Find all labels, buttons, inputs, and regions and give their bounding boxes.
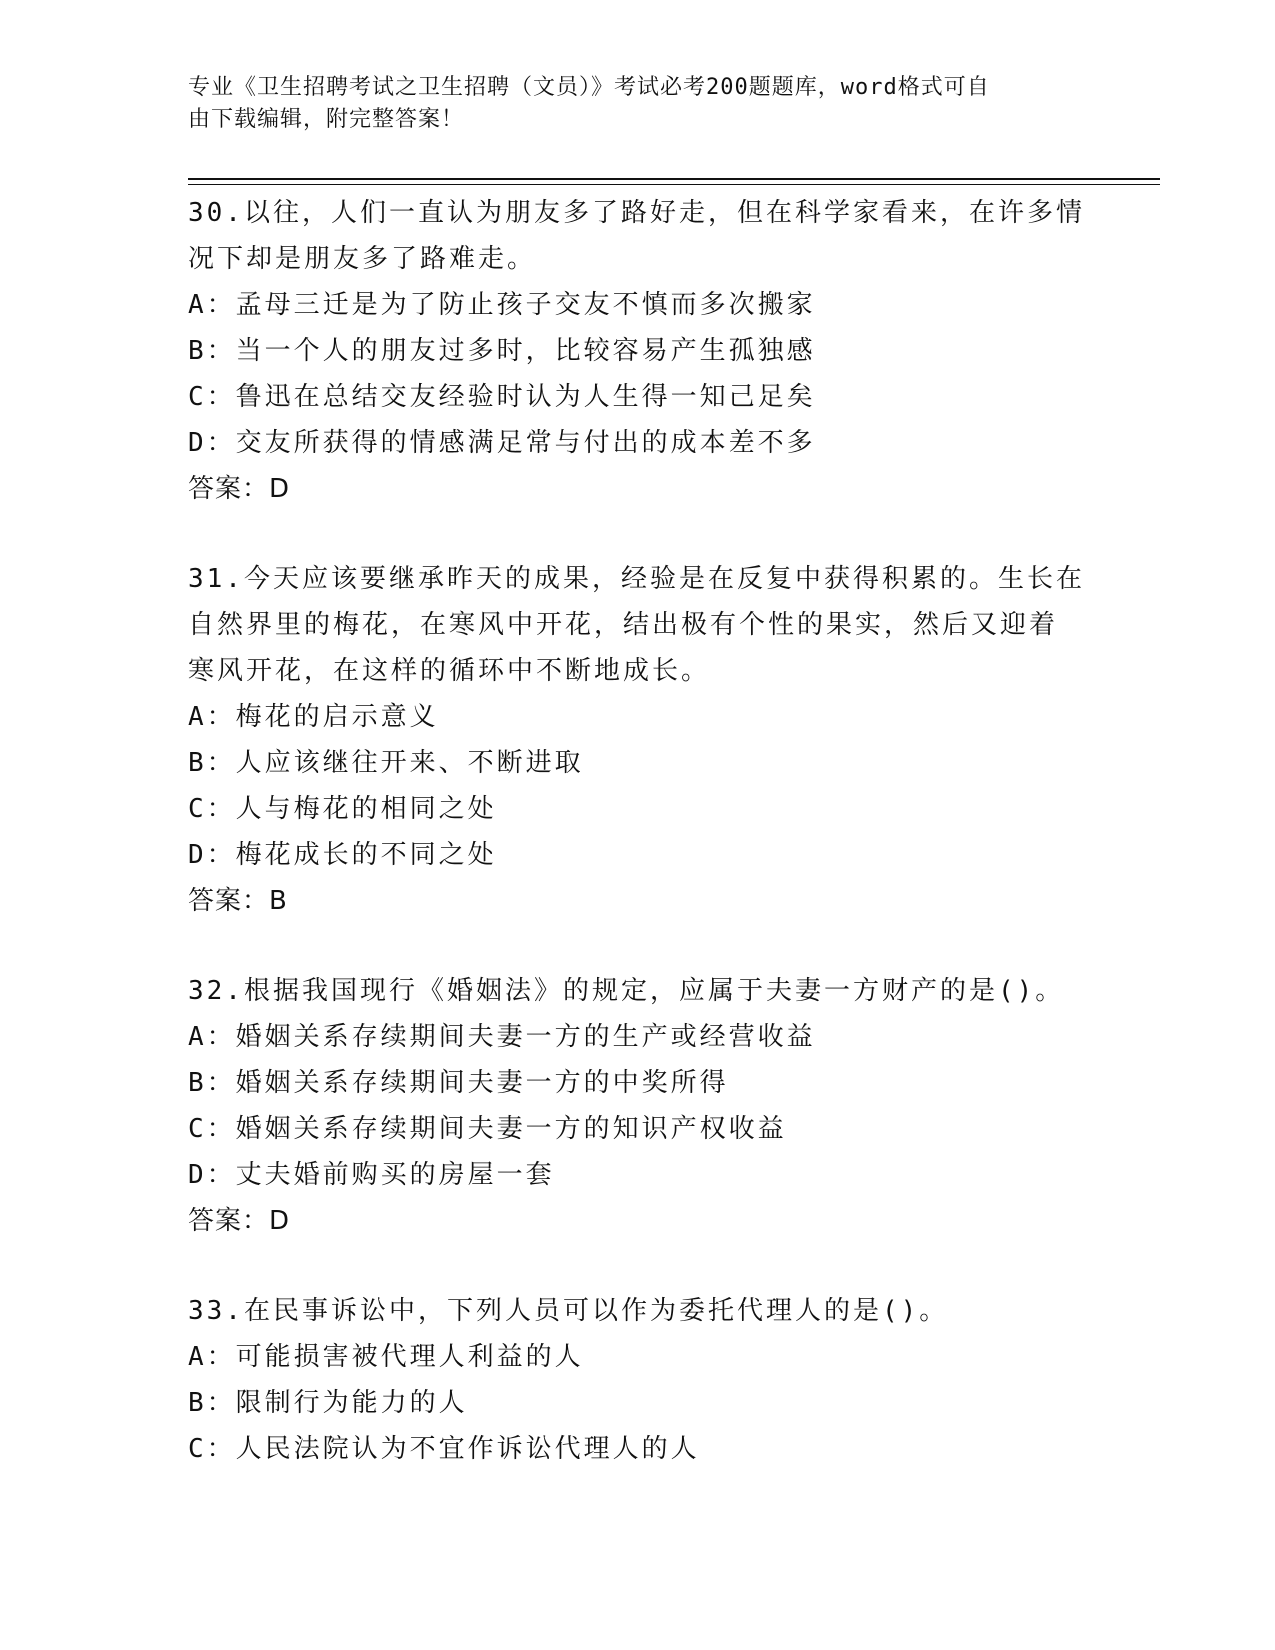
header-line-2: 由下载编辑，附完整答案！ [188,107,465,132]
option-b: B：当一个人的朋友过多时，比较容易产生孤独感 [188,336,816,366]
answer-label: 答案：D [188,474,291,504]
question-31 [188,556,1088,924]
option-a: A：婚姻关系存续期间夫妻一方的生产或经营收益 [188,1022,816,1052]
question-stem: 寒风开花，在这样的循环中不断地成长。 [188,656,711,686]
answer-label: 答案：B [188,886,288,916]
question-list [188,190,1088,1516]
option-a: A：可能损害被代理人利益的人 [188,1342,584,1372]
option-a: A：梅花的启示意义 [188,702,439,732]
option-c: C：鲁迅在总结交友经验时认为人生得一知己足矣 [188,382,816,412]
option-b: B：人应该继往开来、不断进取 [188,748,584,778]
header-divider-thick [188,178,1160,180]
option-c: C：人民法院认为不宜作诉讼代理人的人 [188,1434,700,1464]
option-d: D：交友所获得的情感满足常与付出的成本差不多 [188,428,816,458]
option-c: C：人与梅花的相同之处 [188,794,497,824]
header-divider-thin [188,184,1160,185]
document-header [188,72,1088,136]
question-stem: 自然界里的梅花，在寒风中开花，结出极有个性的果实，然后又迎着 [188,610,1059,640]
header-line-1: 专业《卫生招聘考试之卫生招聘（文员）》考试必考200题题库，word格式可自 [188,75,990,100]
question-stem: 30.以往，人们一直认为朋友多了路好走，但在科学家看来，在许多情 [188,198,1085,228]
question-32 [188,968,1088,1244]
question-stem: 32.根据我国现行《婚姻法》的规定，应属于夫妻一方财产的是()。 [188,976,1065,1006]
question-stem: 况下却是朋友多了路难走。 [188,244,537,274]
question-stem: 33.在民事诉讼中，下列人员可以作为委托代理人的是()。 [188,1296,949,1326]
question-30 [188,190,1088,512]
question-stem: 31.今天应该要继承昨天的成果，经验是在反复中获得积累的。生长在 [188,564,1085,594]
option-b: B：限制行为能力的人 [188,1388,468,1418]
answer-label: 答案：D [188,1206,291,1236]
option-c: C：婚姻关系存续期间夫妻一方的知识产权收益 [188,1114,787,1144]
option-d: D：丈夫婚前购买的房屋一套 [188,1160,555,1190]
option-a: A：孟母三迁是为了防止孩子交友不慎而多次搬家 [188,290,816,320]
question-33 [188,1288,1088,1472]
option-b: B：婚姻关系存续期间夫妻一方的中奖所得 [188,1068,729,1098]
option-d: D：梅花成长的不同之处 [188,840,497,870]
